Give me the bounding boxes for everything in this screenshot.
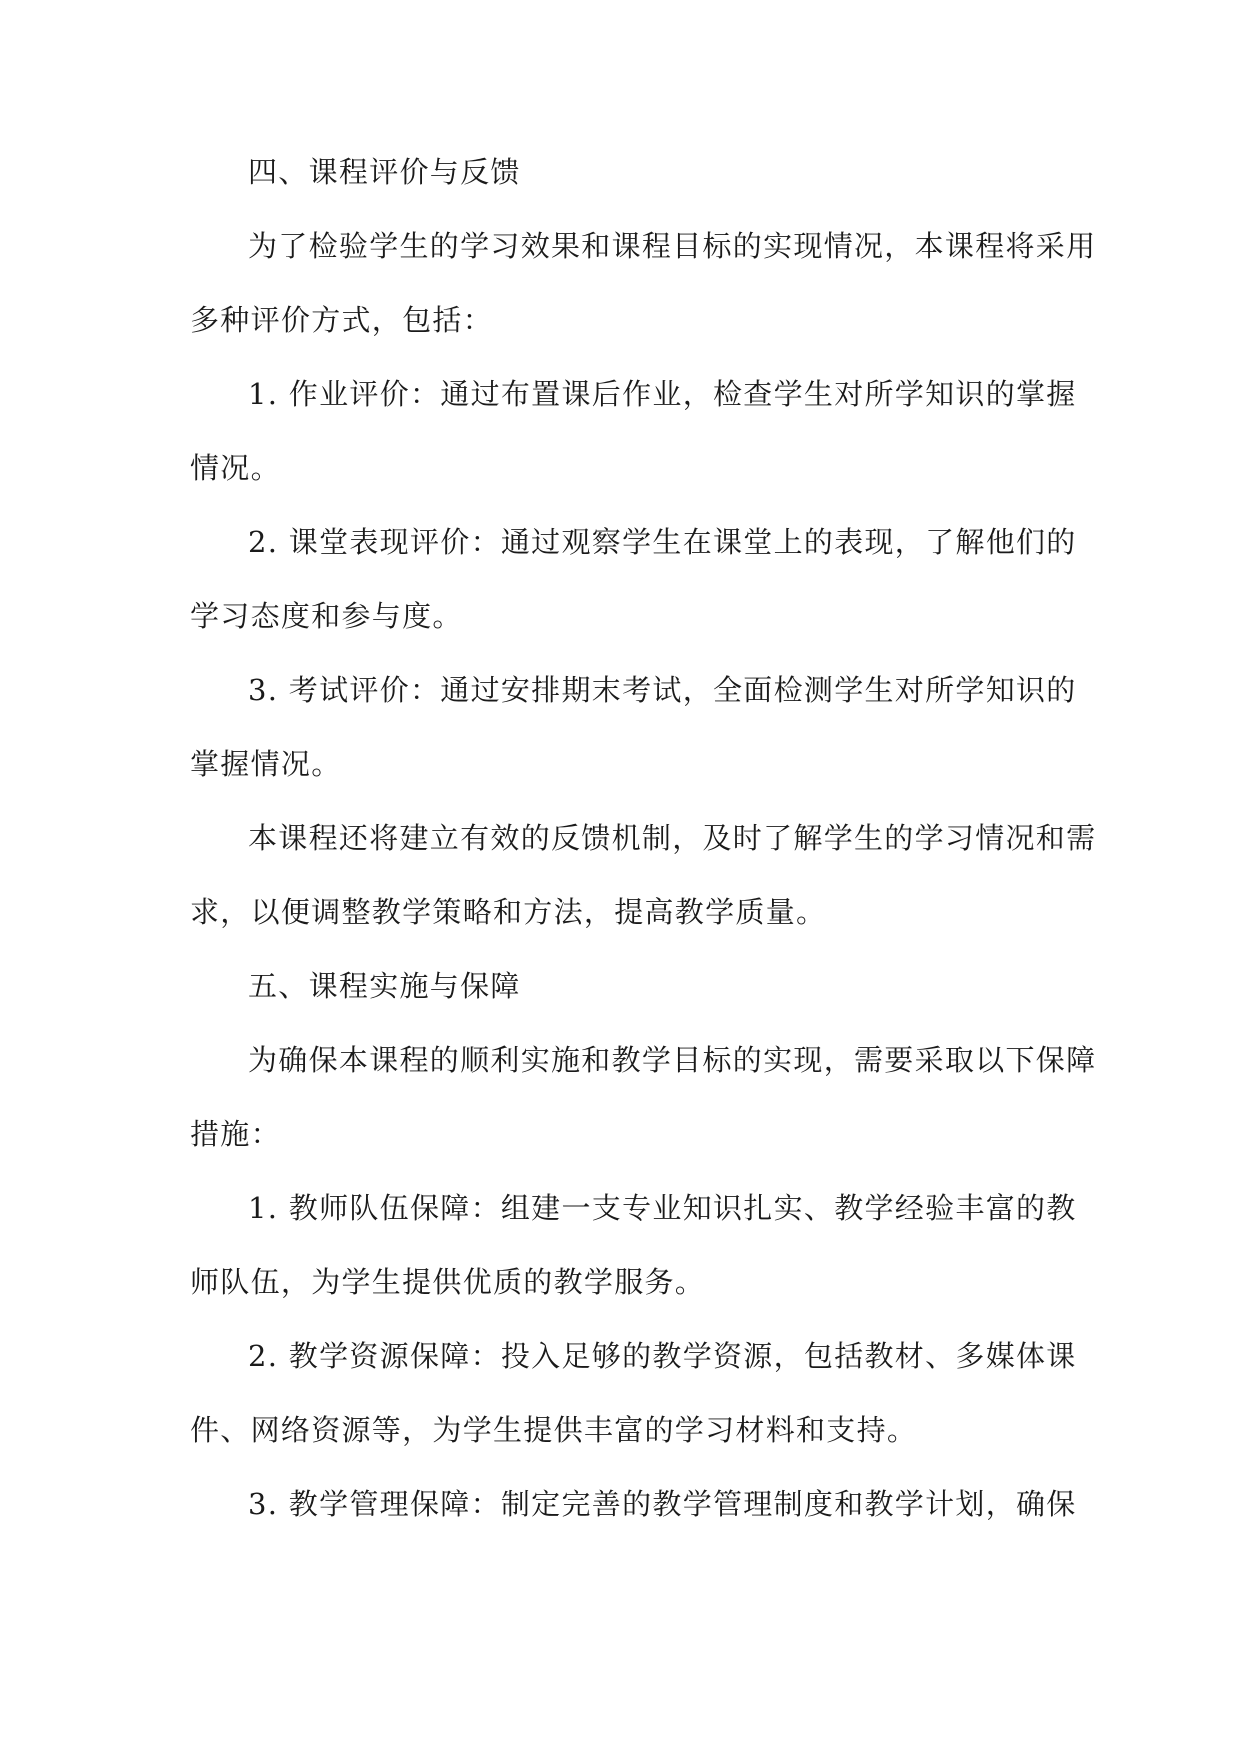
- paragraph-line: 求，以便调整教学策略和方法，提高教学质量。: [190, 895, 827, 929]
- paragraph-line: 措施：: [190, 1117, 281, 1151]
- paragraph-line: 本课程还将建立有效的反馈机制，及时了解学生的学习情况和需: [248, 821, 1097, 855]
- list-item-line: 师队伍，为学生提供优质的教学服务。: [190, 1265, 706, 1299]
- list-item-line: 2. 课堂表现评价：通过观察学生在课堂上的表现，了解他们的: [248, 525, 1077, 559]
- list-item-line: 2. 教学资源保障：投入足够的教学资源，包括教材、多媒体课: [248, 1339, 1077, 1373]
- list-item-line: 3. 考试评价：通过安排期末考试，全面检测学生对所学知识的: [248, 673, 1077, 707]
- list-item-line: 掌握情况。: [190, 747, 342, 781]
- list-item-line: 学习态度和参与度。: [190, 599, 463, 633]
- paragraph-line: 为确保本课程的顺利实施和教学目标的实现，需要采取以下保障: [248, 1043, 1097, 1077]
- paragraph-line: 为了检验学生的学习效果和课程目标的实现情况，本课程将采用: [248, 229, 1097, 263]
- list-item-line: 1. 作业评价：通过布置课后作业，检查学生对所学知识的掌握: [248, 377, 1077, 411]
- section-heading-implementation: 五、课程实施与保障: [248, 969, 521, 1003]
- paragraph-line: 多种评价方式，包括：: [190, 303, 494, 337]
- list-item-line: 1. 教师队伍保障：组建一支专业知识扎实、教学经验丰富的教: [248, 1191, 1077, 1225]
- list-item-line: 情况。: [190, 451, 281, 485]
- list-item-line: 3. 教学管理保障：制定完善的教学管理制度和教学计划，确保: [248, 1487, 1077, 1521]
- section-heading-evaluation: 四、课程评价与反馈: [248, 155, 521, 189]
- list-item-line: 件、网络资源等，为学生提供丰富的学习材料和支持。: [190, 1413, 918, 1447]
